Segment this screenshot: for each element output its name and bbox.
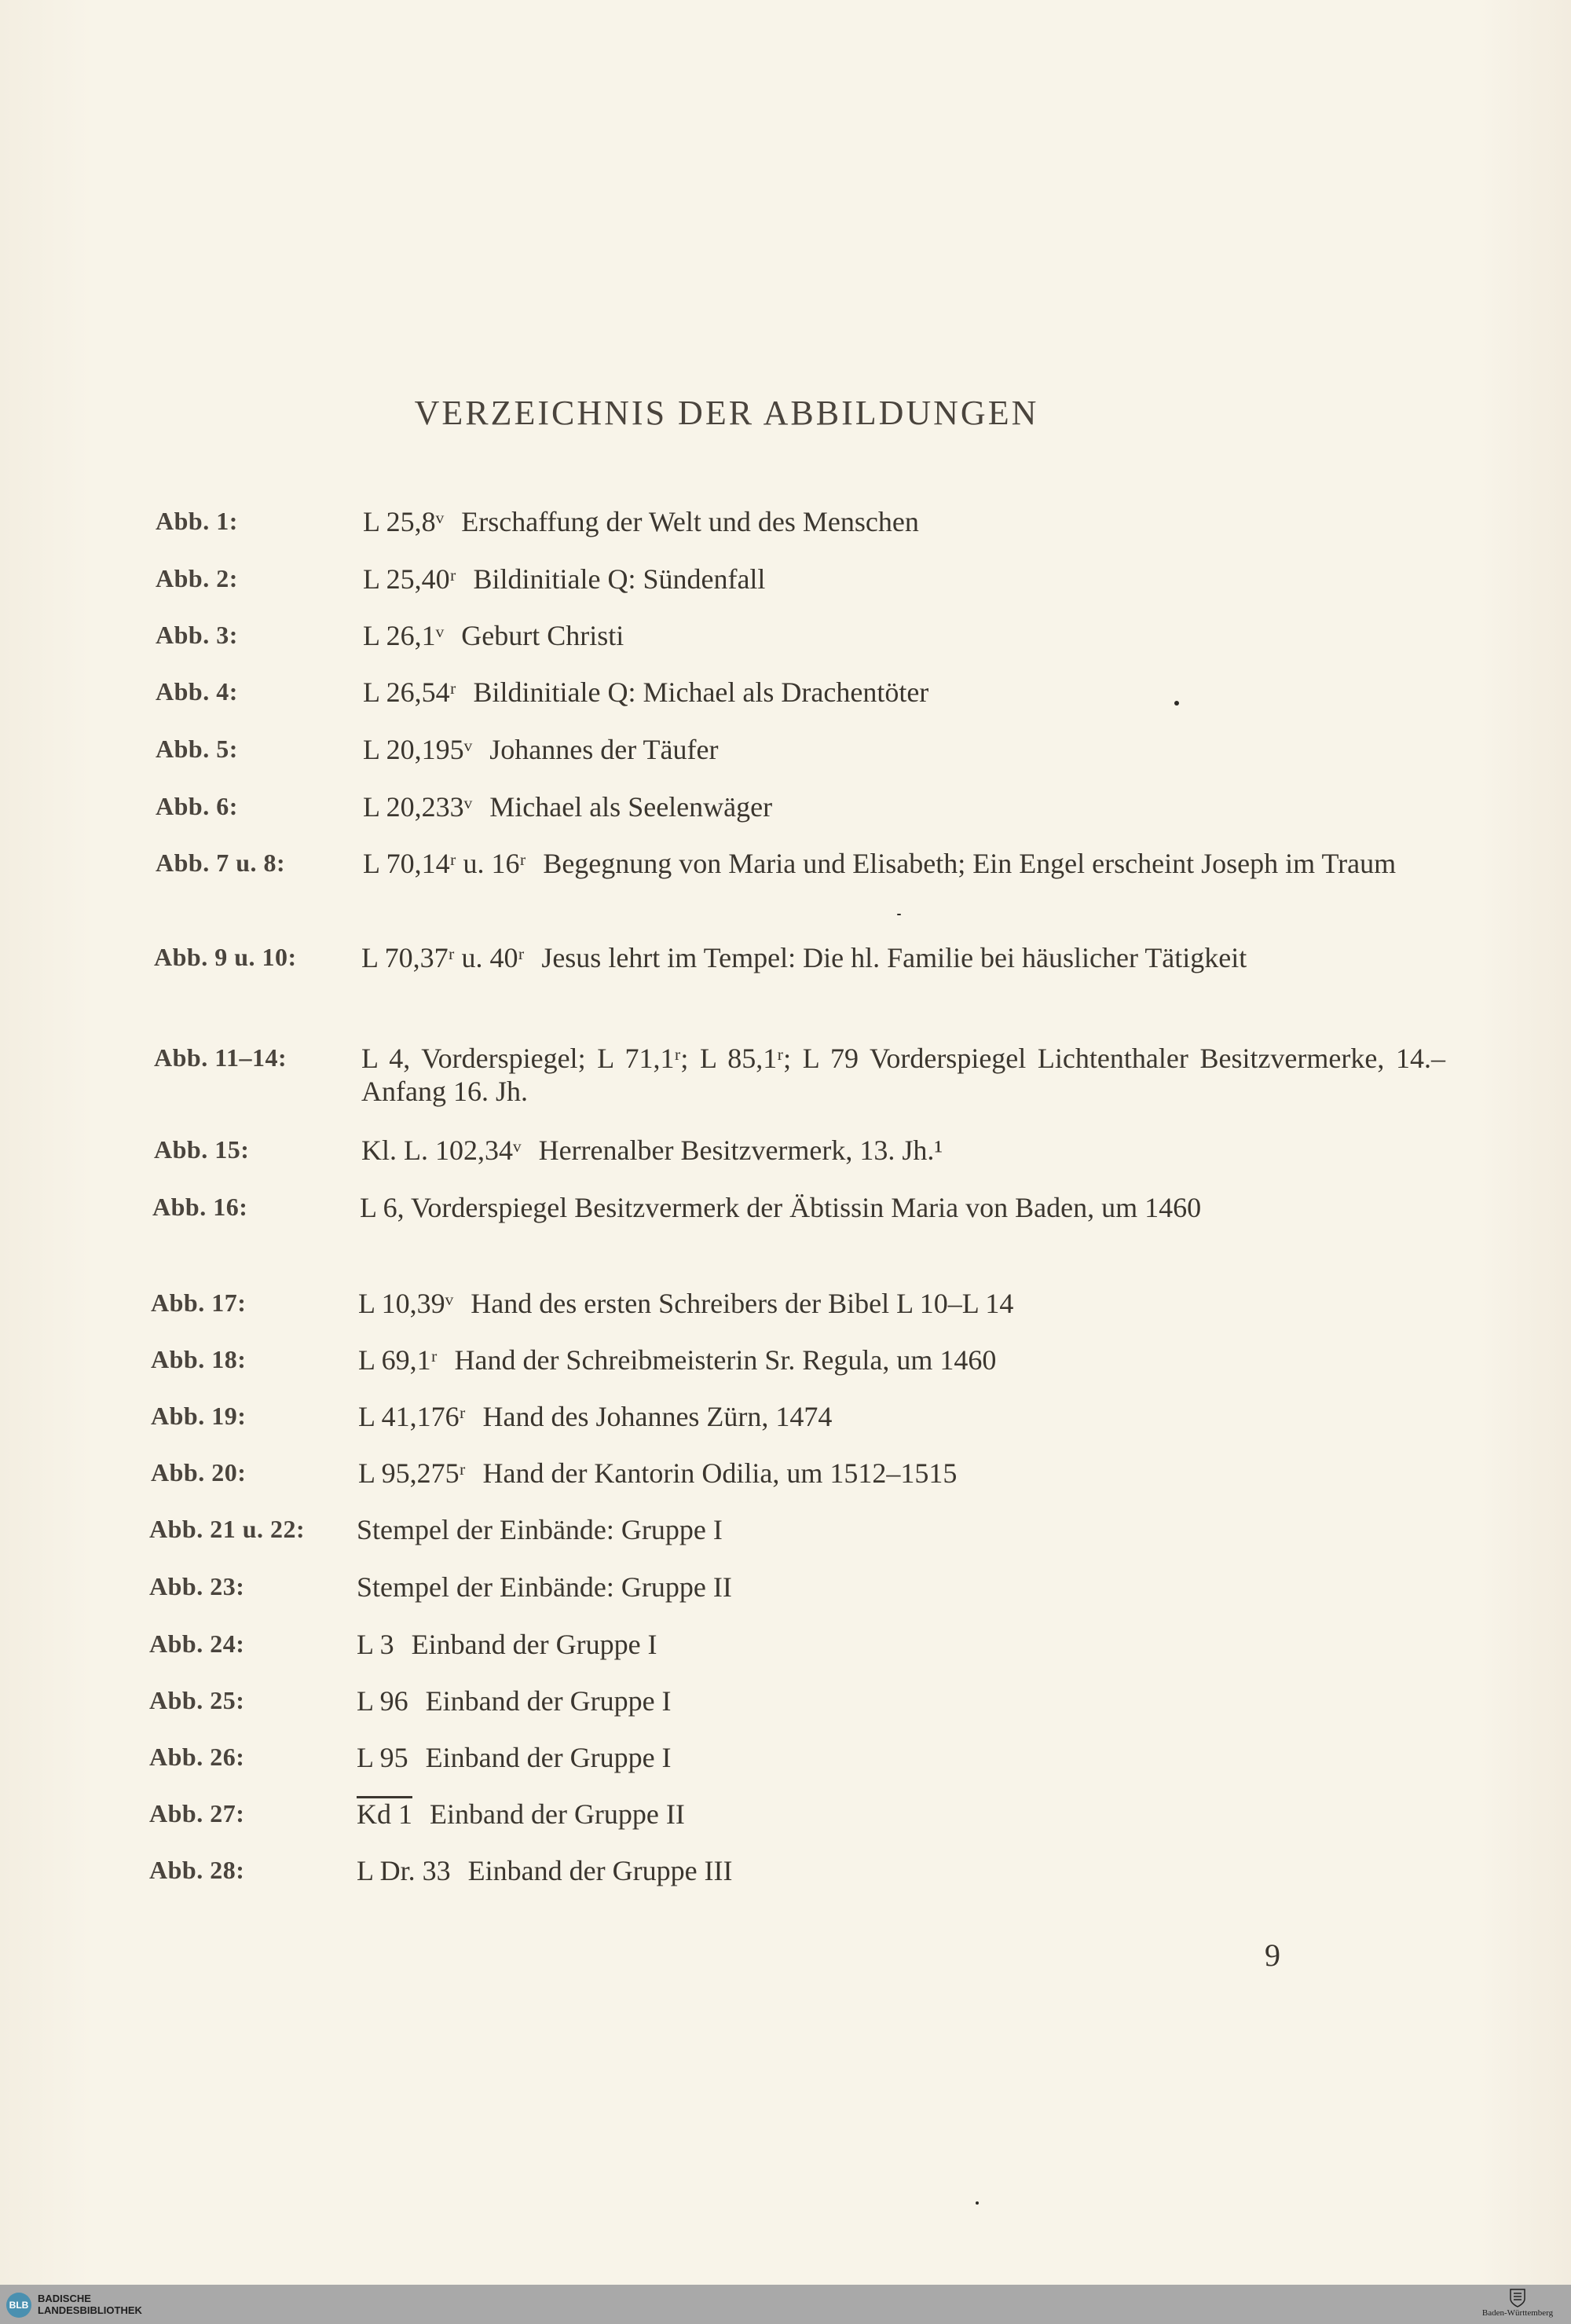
shelfmark: L 20,195ᵛ	[363, 734, 473, 765]
library-name: BADISCHE LANDESBIBLIOTHEK	[38, 2293, 142, 2316]
state-name: Baden-Württemberg	[1481, 2308, 1554, 2318]
shelfmark: L 70,37ʳ u. 40ʳ	[361, 942, 525, 973]
caption-text: Stempel der Einbände: Gruppe II	[357, 1571, 732, 1603]
figure-caption	[363, 676, 1447, 709]
shelfmark: L 95,275ʳ	[358, 1457, 466, 1489]
caption-text: Hand des ersten Schreibers der Bibel L 10–L 14	[471, 1288, 1014, 1319]
figure-label: Abb. 6:	[156, 792, 238, 820]
figure-caption	[357, 1684, 1441, 1717]
figure-label: Abb. 18:	[151, 1345, 247, 1373]
caption-text: L 6, Vorderspiegel Besitzvermerk der Äbtissin Maria von Baden, um 1460	[360, 1192, 1202, 1223]
caption-text: Michael als Seelenwäger	[489, 791, 773, 823]
shelfmark: L 25,8ᵛ	[363, 506, 445, 537]
ink-speck	[897, 914, 901, 915]
caption-text: Bildinitiale Q: Sündenfall	[473, 563, 766, 595]
figure-caption	[361, 1042, 1445, 1108]
shelfmark: L 69,1ʳ	[358, 1344, 438, 1376]
page-number: 9	[1265, 1937, 1280, 1973]
figure-caption	[363, 563, 1447, 596]
figure-label: Abb. 21 u. 22:	[149, 1515, 306, 1543]
shelfmark: L 10,39ᵛ	[358, 1288, 454, 1319]
figure-label: Abb. 11–14:	[154, 1043, 287, 1072]
figure-caption	[358, 1343, 1442, 1376]
page-title: VERZEICHNIS DER ABBILDUNGEN	[414, 394, 1039, 432]
figure-label: Abb. 28:	[149, 1856, 245, 1884]
figure-caption	[358, 1400, 1442, 1433]
shelfmark: L 20,233ᵛ	[363, 791, 473, 823]
figure-label: Abb. 1:	[156, 507, 238, 535]
caption-text: Einband der Gruppe I	[411, 1629, 657, 1660]
shelfmark: L 96	[357, 1685, 408, 1717]
shelfmark: L Dr. 33	[357, 1855, 451, 1886]
figure-caption	[361, 1134, 1445, 1167]
figure-caption	[360, 1191, 1444, 1224]
library-logo[interactable]: BLB	[6, 2293, 31, 2318]
figure-label: Abb. 5:	[156, 735, 238, 763]
caption-text: Einband der Gruppe I	[425, 1685, 672, 1717]
figure-label: Abb. 3:	[156, 621, 238, 649]
crest-icon	[1509, 2288, 1526, 2308]
figure-caption	[363, 733, 1447, 766]
caption-text: L 4, Vorderspiegel; L 71,1ʳ; L 85,1ʳ; L 79 Vorderspiegel Lichtenthaler Besitzvermerke, 14.–Anfang 16. Jh.	[361, 1043, 1445, 1107]
shelfmark: L 26,1ᵛ	[363, 620, 445, 651]
figure-caption	[358, 1457, 1442, 1490]
shelfmark: Kd 1	[357, 1798, 412, 1830]
figure-caption	[358, 1287, 1442, 1320]
figure-label: Abb. 7 u. 8:	[156, 849, 286, 877]
figure-caption	[357, 1798, 1441, 1831]
caption-text: Bildinitiale Q: Michael als Drachentöter	[473, 676, 929, 708]
ink-speck	[1174, 701, 1179, 706]
figure-caption	[357, 1513, 1441, 1546]
shelfmark: L 41,176ʳ	[358, 1401, 466, 1432]
caption-text: Begegnung von Maria und Elisabeth; Ein Engel erscheint Joseph im Traum	[543, 848, 1397, 879]
figure-label: Abb. 9 u. 10:	[154, 943, 297, 971]
figure-label: Abb. 4:	[156, 677, 238, 706]
figure-label: Abb. 26:	[149, 1743, 245, 1771]
caption-text: Hand der Kantorin Odilia, um 1512–1515	[482, 1457, 958, 1489]
caption-text: Einband der Gruppe I	[425, 1742, 672, 1773]
shelfmark: L 70,14ʳ u. 16ʳ	[363, 848, 526, 879]
shelfmark: L 3	[357, 1629, 394, 1660]
figure-caption	[357, 1571, 1441, 1604]
shelfmark: L 26,54ʳ	[363, 676, 456, 708]
caption-text: Stempel der Einbände: Gruppe I	[357, 1514, 723, 1545]
caption-text: Herrenalber Besitzvermerk, 13. Jh.¹	[538, 1135, 943, 1166]
shelfmark: L 95	[357, 1742, 408, 1773]
figure-label: Abb. 24:	[149, 1629, 245, 1658]
figure-caption	[357, 1741, 1441, 1774]
caption-text: Hand der Schreibmeisterin Sr. Regula, um 1460	[454, 1344, 997, 1376]
figure-label: Abb. 2:	[156, 564, 238, 592]
figure-label: Abb. 27:	[149, 1799, 245, 1827]
figure-caption	[361, 941, 1445, 974]
caption-text: Jesus lehrt im Tempel: Die hl. Familie bei häuslicher Tätigkeit	[541, 942, 1247, 973]
figure-label: Abb. 20:	[151, 1458, 247, 1486]
figure-label: Abb. 19:	[151, 1402, 247, 1430]
caption-text: Erschaffung der Welt und des Menschen	[461, 506, 919, 537]
figure-caption	[357, 1628, 1441, 1661]
caption-text: Einband der Gruppe III	[467, 1855, 733, 1886]
footer-bar	[0, 2285, 1571, 2324]
figure-label: Abb. 17:	[151, 1288, 247, 1317]
state-logo[interactable]	[1470, 2288, 1565, 2321]
caption-text: Geburt Christi	[461, 620, 624, 651]
figure-label: Abb. 25:	[149, 1686, 245, 1714]
shelfmark: L 25,40ʳ	[363, 563, 456, 595]
figure-caption	[357, 1854, 1441, 1887]
ink-speck	[976, 2201, 979, 2205]
figure-caption	[363, 847, 1447, 880]
caption-text: Johannes der Täufer	[489, 734, 719, 765]
figure-label: Abb. 16:	[152, 1193, 248, 1221]
shelfmark: Kl. L. 102,34ᵛ	[361, 1135, 522, 1166]
figure-caption	[363, 619, 1447, 652]
caption-text: Einband der Gruppe II	[430, 1798, 685, 1830]
figure-label: Abb. 15:	[154, 1135, 250, 1164]
figure-caption	[363, 790, 1447, 823]
figure-label: Abb. 23:	[149, 1572, 245, 1600]
caption-text: Hand des Johannes Zürn, 1474	[482, 1401, 833, 1432]
figure-caption	[363, 505, 1447, 538]
